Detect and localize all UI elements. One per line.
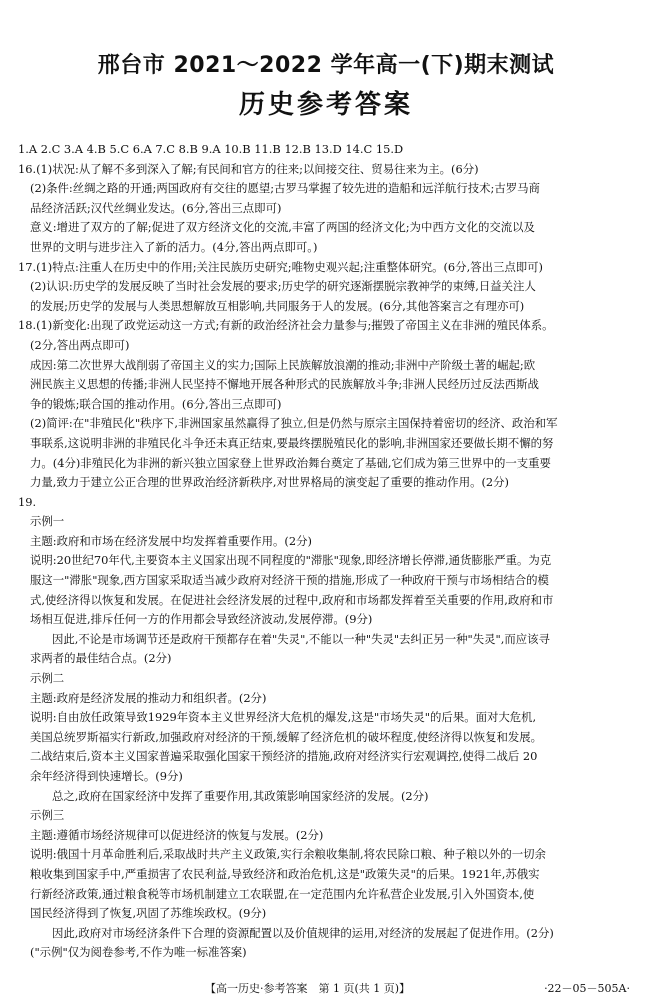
answer-line: 总之,政府在国家经济中发挥了重要作用,其政策影响国家经济的发展。(2分) [52, 788, 429, 803]
answer-line: 意义:增进了双方的了解;促进了双方经济文化的交流,丰富了两国的经济文化;为中西方文化的交流以及 [30, 220, 535, 235]
document-title: 邢台市 2021～2022 学年高一(下)期末测试 [97, 53, 555, 78]
answer-line: 示例三 [30, 808, 65, 823]
answer-line: 式,使经济得以恢复和发展。在促进社会经济发展的过程中,政府和市场都发挥着至关重要的作用,政府和市 [30, 592, 554, 607]
answer-line: 说明:20世纪70年代,主要资本主义国家出现不同程度的"滞胀"现象,即经济增长停滞,通货膨胀严重。为克 [30, 553, 552, 568]
answer-line: 余年经济得到快速增长。(9分) [30, 769, 183, 783]
answer-line: (2)认识:历史学的发展反映了当时社会发展的要求;历史学的研究逐渐摆脱宗教神学的束缚,日益关注人 [30, 279, 536, 294]
answer-line: 世界的文明与进步注入了新的活力。(4分,答出两点即可。) [30, 239, 318, 254]
answer-line: 的发展;历史学的发展与人类思想解放互相影响,共同服务于人的发展。(6分,其他答案言之有理亦可) [30, 298, 525, 313]
answer-line: 成因:第二次世界大战削弱了帝国主义的实力;国际上民族解放浪潮的推动;非洲中产阶级土著的崛起;欧 [30, 357, 536, 372]
answer-line: 示例二 [30, 671, 65, 686]
footer-page-info: 【高一历史·参考答案 第 1 页(共 1 页)】 [205, 982, 411, 995]
answer-line: 1.A 2.C 3.A 4.B 5.C 6.A 7.C 8.B 9.A 10.B 11.B 12.B 13.D 14.C 15.D [18, 142, 404, 156]
answer-line: 力。(4分)非殖民化为非洲的新兴独立国家登上世界政治舞台奠定了基础,它们成为第三世界中的一支重要 [30, 455, 551, 470]
footer-code: ·22－05－505A· [544, 982, 630, 995]
answer-line: 19. [18, 494, 37, 509]
answer-line: (2)简评:在"非殖民化"秩序下,非洲国家虽然赢得了独立,但是仍然与原宗主国保持着密切的经济、政治和军 [30, 416, 558, 431]
answer-line: 粮收集到国家手中,严重损害了农民利益,导致经济和政治危机,这是"政策失灵"的后果。1921年,苏俄实 [30, 866, 540, 881]
answer-line: 洲民族主义思想的传播;非洲人民坚持不懈地开展各种形式的民族解放斗争;非洲人民经历过反法西斯战 [30, 377, 539, 392]
answer-line: 因此,政府对市场经济条件下合理的资源配置以及价值规律的运用,对经济的发展起了促进作用。(2分) [52, 925, 554, 940]
answer-line: 因此,不论是市场调节还是政府干预都存在着"失灵",不能以一种"失灵"去纠正另一种"失灵",而应该寻 [52, 631, 550, 646]
answer-line: 国民经济得到了恢复,巩固了苏维埃政权。(9分) [30, 906, 267, 921]
document-subtitle: 历史参考答案 [238, 90, 413, 120]
answer-line: 示例一 [30, 514, 65, 529]
answer-line: 争的锻炼;联合国的推动作用。(6分,答出三点即可) [30, 396, 282, 411]
answer-line: 主题:遵循市场经济规律可以促进经济的恢复与发展。(2分) [30, 827, 324, 842]
answer-line: 主题:政府和市场在经济发展中均发挥着重要作用。(2分) [30, 533, 312, 548]
answer-line: 说明:自由放任政策导致1929年资本主义世界经济大危机的爆发,这是"市场失灵"的后果。面对大危机, [30, 710, 537, 725]
page-footer [0, 978, 652, 998]
answer-line: 17.(1)特点:注重人在历史中的作用;关注民族历史研究;唯物史观兴起;注重整体研究。(6分,答出三点即可) [18, 259, 543, 274]
answer-line: (2)条件:丝绸之路的开通;两国政府有交往的愿望;古罗马掌握了较先进的造船和远洋航行技术;古罗马商 [30, 181, 540, 196]
answer-line: 力量,致力于建立公正合理的世界政治经济新秩序,对世界格局的演变起了重要的推动作用。(2分) [30, 475, 510, 490]
answer-line: 说明:俄国十月革命胜利后,采取战时共产主义政策,实行余粮收集制,将农民除口粮、种子粮以外的一切余 [30, 847, 546, 862]
answer-line: (2分,答出两点即可) [30, 337, 130, 352]
answer-line: 二战结束后,资本主义国家普遍采取强化国家干预经济的措施,政府对经济实行宏观调控,使得二战后 20 [30, 749, 538, 764]
answer-line: 16.(1)状况:从了解不多到深入了解;有民间和官方的往来;以间接交往、贸易往来为主。(6分) [18, 161, 479, 176]
answer-line: 求两者的最佳结合点。(2分) [30, 651, 172, 666]
answer-line: 主题:政府是经济发展的推动力和组织者。(2分) [30, 690, 267, 705]
answer-line: 行新经济政策,通过粮食税等市场机制建立工农联盟,在一定范围内允许私营企业发展,引入外国资本,使 [30, 886, 535, 901]
answer-line: 事联系,这说明非洲的非殖民化斗争还未真正结束,要最终摆脱殖民化的影响,非洲国家还要做长期不懈的努 [30, 435, 554, 450]
answer-line: 品经济活跃;汉代丝绸业发达。(6分,答出三点即可) [30, 200, 282, 215]
answer-body [18, 140, 638, 963]
answer-line: 服这一"滞胀"现象,西方国家采取适当减少政府对经济干预的措施,形成了一种政府干预与市场相结合的模 [30, 573, 549, 588]
answer-line: 18.(1)新变化:出现了政党运动这一方式;有新的政治经济社会力量参与;摧毁了帝国主义在非洲的殖民体系。 [18, 318, 554, 333]
answer-line: 美国总统罗斯福实行新政,加强政府对经济的干预,缓解了经济危机的破坏程度,使经济得以恢复和发展。 [30, 729, 543, 744]
answer-line: ("示例"仅为阅卷参考,不作为唯一标准答案) [30, 945, 247, 960]
answer-line: 场相互促进,排斥任何一方的作用都会导致经济波动,发展停滞。(9分) [30, 612, 373, 627]
